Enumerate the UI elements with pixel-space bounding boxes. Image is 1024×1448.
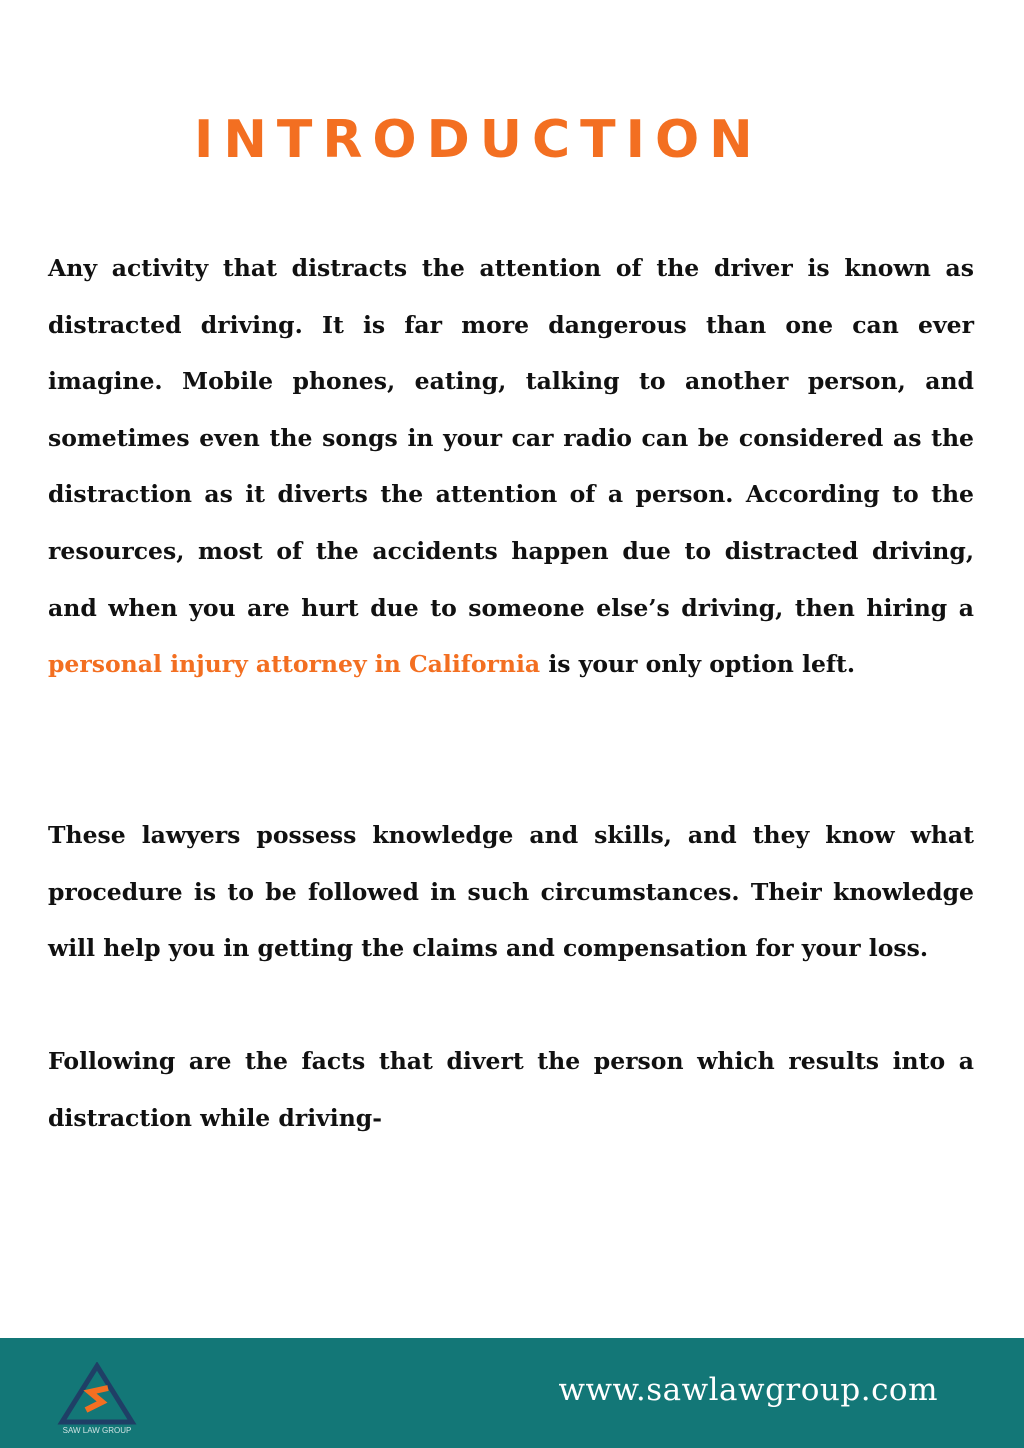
logo-text: SAW LAW GROUP — [62, 1426, 132, 1435]
intro-text-end: is your only option left. — [540, 650, 856, 679]
intro-text-start: Any activity that distracts the attention of the driver is known as distracted driving. It is far more dangerous than one can ever imagine. Mobile phones, eating, talking to another person, and sometimes even the songs in your car radio can be considered as the distraction as it diverts the attention of a person. According to the resources, most of the accidents happen due to distracted driving, and when you are hurt due to someone else’s driving, then hiring a — [48, 254, 974, 622]
intro-paragraph — [48, 240, 974, 693]
saw-law-group-logo — [56, 1362, 138, 1438]
lawyers-paragraph: These lawyers possess knowledge and skills, and they know what procedure is to be followed in such circumstances. Their knowledge will help you in getting the claims and compensation for your loss. — [48, 821, 974, 963]
following-paragraph: Following are the facts that divert the person which results into a distraction while driving- — [48, 1047, 974, 1132]
page-title: INTRODUCTION — [194, 110, 763, 170]
footer-bar — [0, 1338, 1024, 1448]
website-link[interactable]: www.sawlawgroup.com — [558, 1372, 938, 1408]
logo-triangle-icon — [56, 1362, 138, 1426]
personal-injury-attorney-link[interactable]: personal injury attorney in California — [48, 650, 541, 679]
